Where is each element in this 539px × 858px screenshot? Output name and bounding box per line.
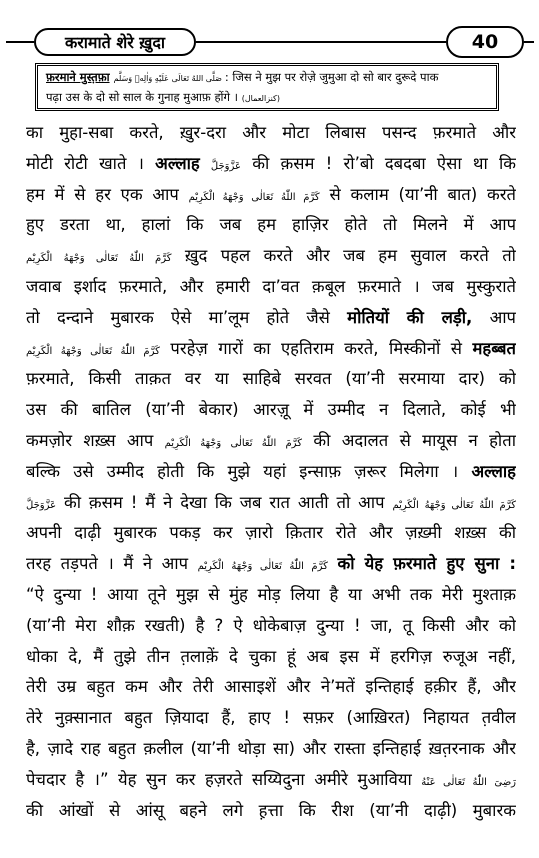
text-segment: आप (489, 307, 516, 327)
bold-phrase: महब्बत (472, 338, 516, 358)
text-line (26, 149, 516, 180)
arabic-phrase: كَرَّمَ اللّٰهُ تَعَالٰى وَجْهَهُ الْكَرِيْم (26, 345, 160, 357)
arabic-phrase: كَرَّمَ اللّٰهُ تَعَالٰى وَجْهَهُ الْكَرِيْم (164, 437, 302, 449)
text-line (26, 672, 516, 703)
text-line (26, 642, 516, 673)
text-segment: की क़सम ! रो’बो दबदबा ऐसा था कि (252, 153, 516, 173)
text-segment: कमज़ोर शख़्स आप (26, 430, 154, 450)
allah-bold: अल्लाह (471, 461, 516, 481)
body-text (26, 118, 516, 826)
text-line (26, 334, 516, 365)
text-line (26, 611, 516, 642)
header-rule-left (6, 41, 34, 43)
text-line (26, 549, 516, 580)
text-segment: “ऐ दुन्या ! आया तूने मुझ से मुंह मोड़ लिया है या अभी तक मेरी मुश्ताक़ (26, 584, 516, 604)
text-line (26, 703, 516, 734)
text-line (26, 303, 516, 334)
text-line (26, 210, 516, 241)
allah-bold: अल्लाह (155, 153, 200, 173)
text-line (26, 765, 516, 796)
text-line (26, 796, 516, 827)
book-title: करामाते शेरे ख़ुदा (34, 28, 196, 56)
text-segment: (या’नी मेरा शौक़ रखती) है ? ऐ धोकेबाज़ दुन्या ! जा, तू किसी और को (26, 615, 516, 635)
arabic-phrase: كَرَّمَ اللّٰهُ تَعَالٰى وَجْهَهُ الْكَرِيْم (26, 253, 172, 265)
text-line (26, 426, 516, 457)
text-segment: अपनी दाढ़ी मुबारक पकड़ कर ज़ारो क़ितार रोते और ज़ख़्मी शख़्स की (26, 523, 516, 543)
text-segment: तो दन्दाने मुबारक ऐसे मा’लूम होते जैसे (26, 307, 330, 327)
hadith-source: (کنزالعمال) (241, 94, 280, 103)
text-line (26, 180, 516, 211)
text-segment: बल्कि उसे उम्मीद होती कि मुझे यहां इन्साफ़ ज़रूर मिलेगा । (26, 461, 459, 481)
bold-phrase: मोतियों की लड़ी, (347, 307, 473, 327)
arabic-phrase: كَرَّمَ اللّٰهُ تَعَالٰى وَجْهَهُ الْكَرِيْم (188, 191, 320, 203)
text-segment: को येह फ़रमाते हुए सुना : (337, 554, 516, 574)
header-rule-middle (196, 41, 446, 43)
arabic-phrase: كَرَّمَ اللّٰهُ تَعَالٰى وَجْهَهُ الْكَرِيْم (197, 561, 328, 573)
hadith-line-2 (46, 88, 488, 108)
text-segment: है, ज़ादे राह बहुत क़लील (या’नी थोड़ा सा) और रास्ता इन्तिहाई ख़त़रनाक और (26, 738, 516, 758)
text-segment: की आंखों से आंसू बहने लगे ह़त्ता कि रीश (या’नी दाढ़ी) मुबारक (26, 800, 516, 820)
arabic-phrase: عَزَّوَجَلَّ (26, 499, 57, 511)
text-segment: तरह तड़पते । मैं ने आप (26, 554, 189, 574)
text-segment: ख़ुद पहल करते और जब हम सुवाल करते तो (184, 246, 516, 266)
arabic-phrase: عَزَّوَجَلَّ (210, 160, 241, 172)
hadith-line-1 (46, 68, 488, 88)
text-segment: परहेज़ गारों का एहतिराम करते, मिस्कीनों से (170, 338, 462, 358)
text-line (26, 734, 516, 765)
text-segment: पेचदार है ।” येह सुन कर हज़रते सय्यिदुना अमीरे मुआविया (26, 769, 412, 789)
text-line (26, 364, 516, 395)
hadith-text-1: : जिस ने मुझ पर रोज़े जुमुआ दो सो बार दुरूदे पाक (224, 70, 439, 84)
text-line (26, 580, 516, 611)
text-line (26, 488, 516, 519)
arabic-phrase: كَرَّمَ اللّٰهُ تَعَالٰى وَجْهَهُ الْكَرِيْم (392, 499, 516, 511)
text-segment: का मुहा-सबा करते, ख़ुर-दरा और मोटा लिबास पसन्द फ़रमाते और (26, 123, 516, 142)
text-line (26, 457, 516, 488)
text-segment: धोका दे, मैं तुझे तीन त़लाक़ें दे चुका हूं अब इस में हरगिज़ रुजूअ नहीं, (26, 646, 516, 666)
text-segment: हम में से हर एक आप (26, 184, 179, 204)
text-segment: की अदालत से मायूस न होता (313, 430, 516, 450)
text-line (26, 118, 516, 149)
arabic-phrase: رَضِىَ اللّٰهُ تَعَالٰى عَنْهُ (421, 776, 516, 788)
hadith-text-2: पढ़ा उस के दो सो साल के गुनाह मुआफ़ होंगे । (46, 90, 239, 104)
text-line (26, 395, 516, 426)
text-segment: मोटी रोटी खाते । (26, 153, 144, 173)
text-segment: की क़सम ! मैं ने देखा कि जब रात आती तो आप (63, 492, 385, 512)
hadith-box (35, 63, 499, 111)
salutation-arabic: صَلَّى اللهُ تَعَالَى عَلَيْهِ وَاٰلِهٖ وَسَلَّم (113, 74, 222, 83)
text-segment: जवाब इर्शाद फ़रमाते, और हमारी दा’वत क़बूल फ़रमाते । जब मुस्कुराते (26, 276, 516, 296)
page-header (0, 0, 539, 60)
text-segment: हुए डरता था, हालां कि जब हम हाज़िर होते तो मिलने में आप (26, 215, 516, 235)
text-line (26, 272, 516, 303)
hadith-label: फ़रमाने मुस्त़फ़ा (46, 70, 110, 84)
text-segment: से कलाम (या’नी बात) करते (329, 184, 516, 204)
header-rule-right (524, 41, 534, 43)
page-number: 40 (446, 26, 524, 58)
text-segment: तेरी उम्र बहुत कम और तेरी आसाइशें और ने’मतें इन्तिहाई हक़ीर हैं, और (26, 677, 516, 697)
text-segment: उस की बातिल (या’नी बेकार) आरज़ू में उम्मीद न दिलाते, कोई भी (26, 400, 516, 420)
text-segment: फ़रमाते, किसी ताक़त वर या साहिबे सरवत (या’नी सरमाया दार) को (26, 369, 516, 389)
text-line (26, 518, 516, 549)
text-segment: तेरे नुक़्सानात बहुत ज़ियादा हैं, हाए ! सफ़र (आख़िरत) निहायत त़वील (26, 708, 516, 728)
text-line (26, 241, 516, 272)
